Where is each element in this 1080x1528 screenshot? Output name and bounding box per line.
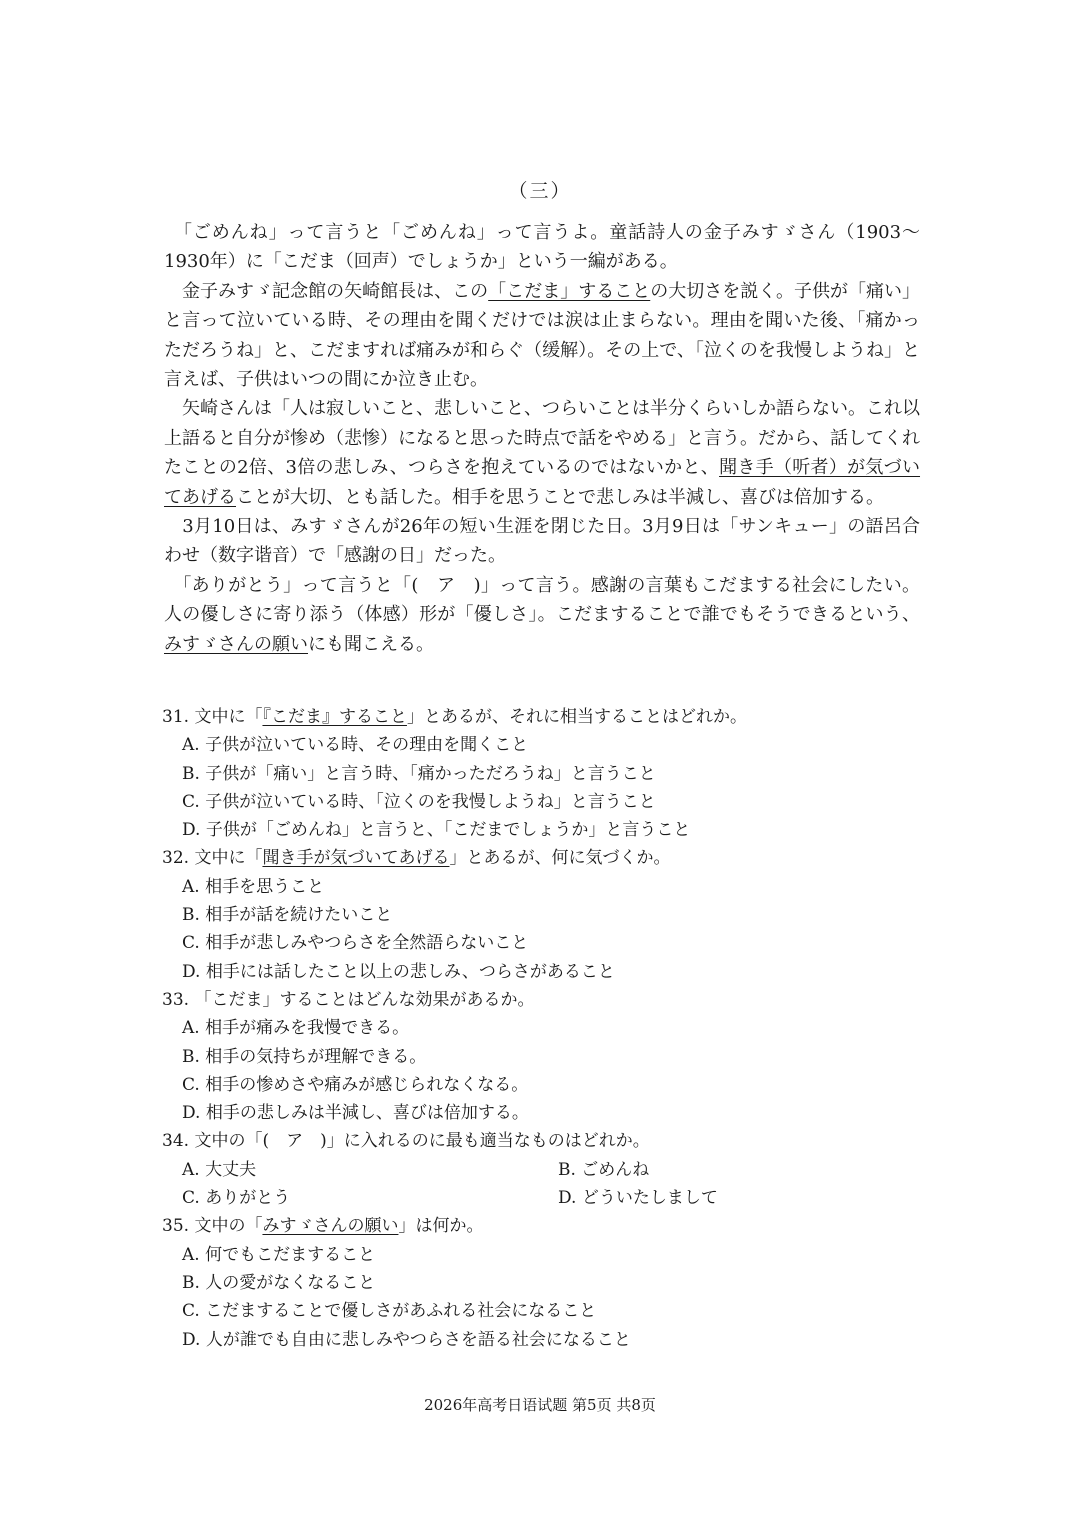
option-b[interactable]: B. 人の愛がなくなること [182,1272,376,1293]
question-31 [162,703,922,844]
question-stem: 35. 文中の「みすゞさんの願い」は何か。 [162,1216,484,1237]
option-b[interactable]: B. 相手が話を続けたいこと [182,905,393,926]
option-grid [182,1156,922,1213]
option-b[interactable]: B. 相手の気持ちが理解できる。 [182,1046,427,1067]
option-d[interactable]: D. 人が誰でも自由に悲しみやつらさを語る社会になること [182,1329,631,1350]
option-b[interactable]: B. 子供が「痛い」と言う時、「痛かっただろうね」と言うこと [182,763,656,784]
paragraph-text: 3月10日は、みすゞさんが26年の短い生涯を閉じた日。3月9日は「サンキュー」の語呂合わせ（数字谐音）で「感謝の日」だった。 [164,516,920,567]
underlined-phrase-wish: みすゞさんの願い [164,633,308,655]
option-a[interactable]: A. 何でもこだますること [182,1244,376,1265]
section-title: （三） [508,180,572,202]
passage-paragraph-4 [164,512,920,571]
passage-paragraph-3 [164,394,920,512]
question-32 [162,844,922,985]
paragraph-text: 「ありがとう」って言うと「( ア )」って言う。感謝の言葉もこだまする社会にしたい。人の優しさに寄り添う（体感）形が「優しさ」。こだますることで誰でもそうできるという、 [164,574,920,626]
question-stem: 34. 文中の「( ア )」に入れるのに最も適当なものはどれか。 [162,1131,650,1152]
option-b[interactable]: B. ごめんね [558,1159,650,1180]
option-a[interactable]: A. 相手が痛みを我慢できる。 [182,1018,410,1039]
paragraph-text: 「ごめんね」って言うと「ごめんね」って言うよ。童話詩人の金子みすゞさん（1903〜1930年）に「こだま（回声）でしょうか」という一編がある。 [164,222,921,273]
question-stem: 32. 文中に「聞き手が気づいてあげる」とあるが、何に気づくか。 [162,848,671,869]
option-c[interactable]: C. ありがとう [182,1188,291,1209]
option-d[interactable]: D. 相手には話したこと以上の悲しみ、つらさがあること [182,961,615,982]
passage-paragraph-2 [164,277,920,395]
option-c[interactable]: C. 相手が悲しみやつらさを全然語らないこと [182,933,529,954]
option-d[interactable]: D. 相手の悲しみは半減し、喜びは倍加する。 [182,1103,529,1124]
paragraph-text: ことが大切、とも話した。相手を思うことで悲しみは半減し、喜びは倍加する。 [236,486,884,508]
question-stem: 31. 文中に「『こだま』すること」とあるが、それに相当することはどれか。 [162,707,747,727]
underlined-phrase-listener: 聞き手（听者）が気づいてあげる [164,457,921,508]
reading-passage [164,218,920,659]
paragraph-text: 矢崎さんは「人は寂しいこと、悲しいこと、つらいことは半分くらいしか語らない。これ以上語ると自分が惨め（悲惨）になると思った時点で話をやめる」と言う。だから、話してくれたことの2倍、3倍の悲しみ、つらさを抱えているのではないかと、 [164,398,920,479]
option-a[interactable]: A. 子供が泣いている時、その理由を聞くこと [182,735,529,756]
question-list [162,703,922,1354]
paragraph-text: 金子みすゞ記念館の矢崎館長は、この [182,280,489,302]
underlined-quote: みすゞさんの願い [262,1216,399,1237]
option-d[interactable]: D. 子供が「ごめんね」と言うと、「こだまでしょうか」と言うこと [182,820,691,841]
option-c[interactable]: C. 子供が泣いている時、「泣くのを我慢しようね」と言うこと [182,791,656,812]
passage-paragraph-5 [164,571,920,659]
option-a[interactable]: A. 相手を思うこと [182,876,325,897]
question-33 [162,986,922,1127]
question-34 [162,1127,922,1212]
question-35 [162,1212,922,1353]
option-c[interactable]: C. 相手の惨めさや痛みが感じられなくなる。 [182,1074,529,1095]
option-d[interactable]: D. どういたしまして [558,1188,718,1209]
passage-paragraph-1 [164,218,920,277]
question-stem: 33. 「こだま」することはどんな効果があるか。 [162,989,535,1010]
underlined-phrase-kodama: 「こだま」すること [488,280,651,302]
option-a[interactable]: A. 大丈夫 [182,1159,257,1180]
underlined-quote: 聞き手が気づいてあげる [262,848,450,869]
underlined-quote: 『こだま』すること [262,707,407,727]
page-footer: 2026年高考日语试题 第5页 共8页 [424,1396,656,1414]
paragraph-text: の大切さを説く。子供が「痛い」と言って泣いている時、その理由を聞くだけでは涙は止まらない。理由を聞いた後、「痛かっただろうね」と、こだますれば痛みが和らぐ（缓解）。その上で、「泣くのを我慢しようね」と言えば、子供はいつの間にか泣き止む。 [164,280,921,391]
paragraph-text: にも聞こえる。 [308,633,434,655]
option-c[interactable]: C. こだますることで優しさがあふれる社会になること [182,1301,597,1322]
